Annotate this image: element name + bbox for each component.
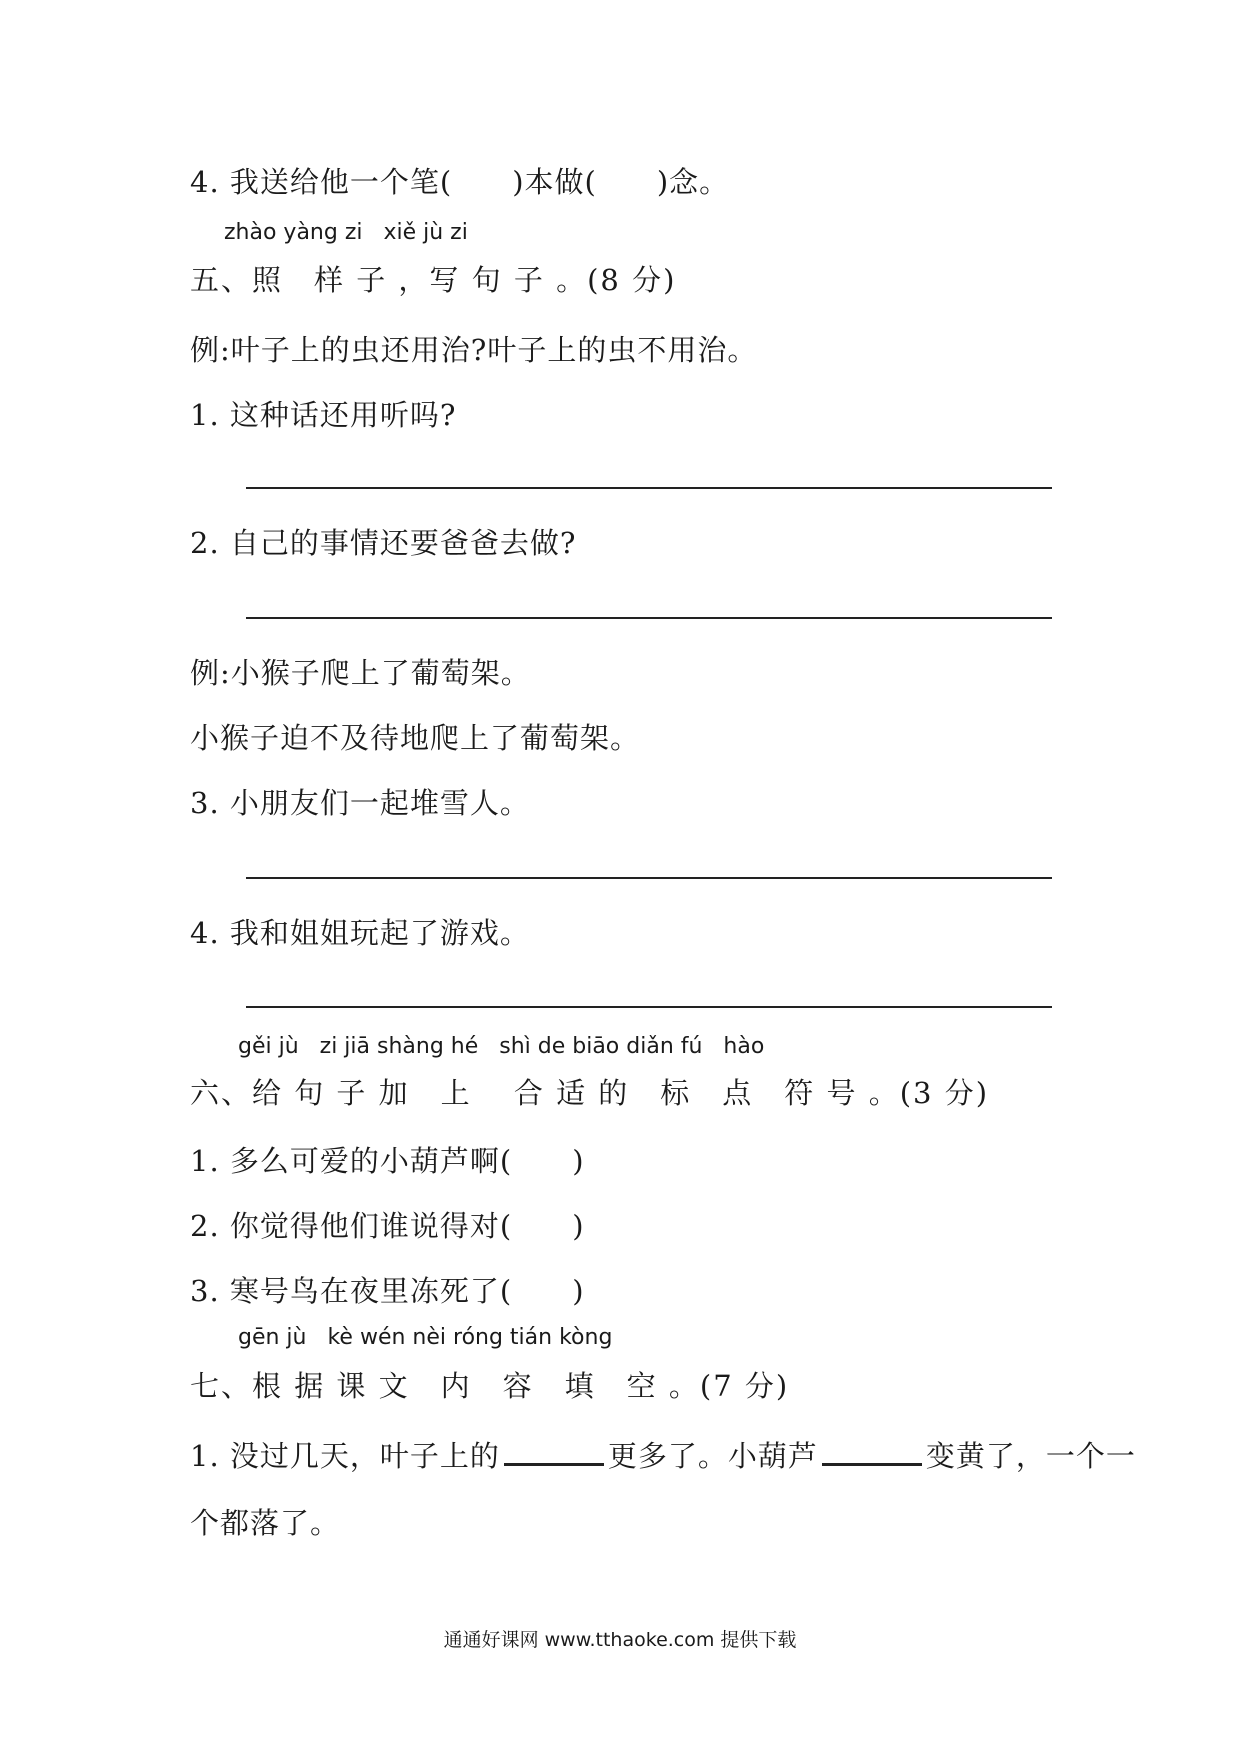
section7-pinyin: gēn jù kè wén nèi róng tián kòng	[238, 1325, 613, 1350]
section7-q1-part2: 更多了。小葫芦	[607, 1439, 818, 1473]
question-4-section4: 4. 我送给他一个笔( )本做( )念。	[190, 165, 730, 199]
fill-blank-1[interactable]	[504, 1437, 604, 1466]
section7-title: 七、根 据 课 文 内 容 填 空 。(7 分)	[190, 1369, 790, 1403]
section5-pinyin: zhào yàng zi xiě jù zi	[224, 220, 468, 245]
section5-example2-a: 例:小猴子爬上了葡萄架。	[190, 656, 531, 690]
section5-question1: 1. 这种话还用听吗?	[190, 398, 457, 432]
section5-question4: 4. 我和姐姐玩起了游戏。	[190, 916, 530, 950]
section5-question3: 3. 小朋友们一起堆雪人。	[190, 786, 530, 820]
answer-line-4[interactable]	[246, 1006, 1052, 1008]
section5-example1: 例:叶子上的虫还用治?叶子上的虫不用治。	[190, 333, 758, 367]
answer-line-1[interactable]	[246, 487, 1052, 489]
section6-title: 六、给 句 子 加 上 合 适 的 标 点 符 号 。(3 分)	[190, 1076, 990, 1110]
section7-question1	[190, 1437, 1136, 1474]
section6-question3: 3. 寒号鸟在夜里冻死了( )	[190, 1274, 585, 1308]
section7-q1-part3: 变黄了，一个一	[925, 1439, 1136, 1473]
section7-q1-part1: 1. 没过几天，叶子上的	[190, 1439, 500, 1473]
answer-line-3[interactable]	[246, 877, 1052, 879]
section5-title: 五、照 样 子 ，写 句 子 。(8 分)	[190, 263, 677, 297]
section5-example2-b: 小猴子迫不及待地爬上了葡萄架。	[190, 721, 641, 755]
fill-blank-2[interactable]	[822, 1437, 922, 1466]
section6-question1: 1. 多么可爱的小葫芦啊( )	[190, 1144, 585, 1178]
answer-line-2[interactable]	[246, 617, 1052, 619]
footer-credit: 通通好课网 www.tthaoke.com 提供下载	[443, 1629, 797, 1651]
section6-question2: 2. 你觉得他们谁说得对( )	[190, 1209, 585, 1243]
section5-question2: 2. 自己的事情还要爸爸去做?	[190, 526, 577, 560]
section6-pinyin: gěi jù zi jiā shàng hé shì de biāo diǎn fú hào	[238, 1034, 765, 1059]
section7-question1-continued: 个都落了。	[190, 1506, 341, 1540]
